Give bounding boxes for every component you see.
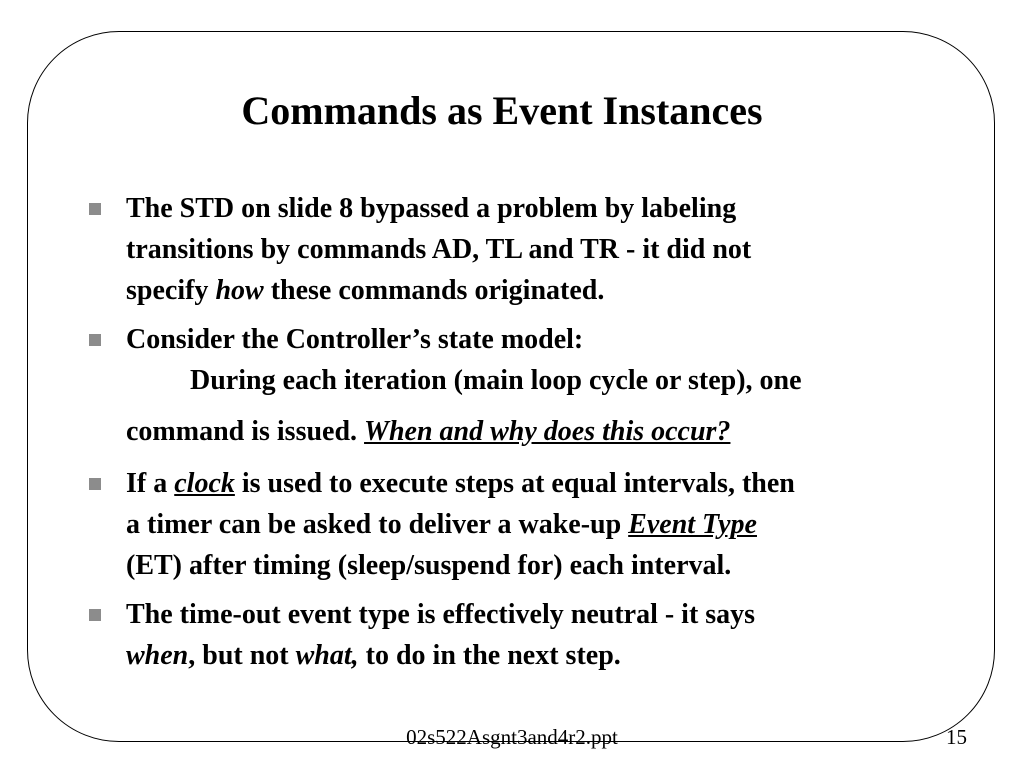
bullet-1-line-1: The STD on slide 8 bypassed a problem by labeling — [126, 193, 737, 224]
bullet-square-icon — [89, 203, 101, 215]
slide-title: Commands as Event Instances — [241, 88, 763, 133]
bullet-square-icon — [89, 609, 101, 621]
bullet-item-1 — [126, 188, 751, 311]
bullet-4-line-1: The time-out event type is effectively neutral - it says — [126, 599, 756, 630]
bullet-3-line-1-post: is used to execute steps at equal intervals, then — [234, 468, 795, 499]
bullet-3-line-1-pre: If a — [126, 468, 175, 499]
bullet-4-line-2-mid: , but not — [188, 640, 296, 671]
bullet-3-line-1 — [126, 463, 795, 504]
bullet-3-line-2-pre: a timer can be asked to deliver a wake-up — [126, 509, 629, 540]
bullet-2-question: When and why does this occur? — [364, 416, 731, 447]
bullet-1-line-3-post: these commands originated. — [263, 275, 605, 306]
bullet-1-line-2: transitions by commands AD, TL and TR - it did not — [126, 234, 752, 265]
footer-page-number: 15 — [946, 725, 967, 749]
bullet-2-line-1: Consider the Controller’s state model: — [126, 324, 584, 355]
bullet-3-line-2 — [126, 504, 795, 545]
bullet-4-line-2-post: to do in the next step. — [358, 640, 621, 671]
bullet-item-2 — [126, 319, 802, 452]
bullet-4-emphasis-when: when — [126, 640, 189, 671]
bullet-2-line-3 — [126, 411, 802, 452]
bullet-1-line-3-pre: specify — [126, 275, 216, 306]
bullet-2-line-3-pre: command is issued. — [126, 416, 365, 447]
bullet-4-emphasis-what: what, — [295, 640, 359, 671]
bullet-3-emphasis-clock: clock — [174, 468, 235, 499]
bullet-1-line-3 — [126, 270, 751, 311]
bullet-3-line-3: (ET) after timing (sleep/suspend for) each interval. — [126, 550, 732, 581]
bullet-4-line-2 — [126, 635, 755, 676]
bullet-2-line-2: During each iteration (main loop cycle or step), one — [190, 365, 802, 396]
bullet-square-icon — [89, 478, 101, 490]
bullet-3-emphasis-event-type: Event Type — [628, 509, 757, 540]
bullet-1-emphasis-how: how — [215, 275, 264, 306]
footer-filename: 02s522Asgnt3and4r2.ppt — [406, 725, 618, 749]
bullet-item-4 — [126, 594, 755, 676]
bullet-square-icon — [89, 334, 101, 346]
bullet-item-3 — [126, 463, 795, 586]
